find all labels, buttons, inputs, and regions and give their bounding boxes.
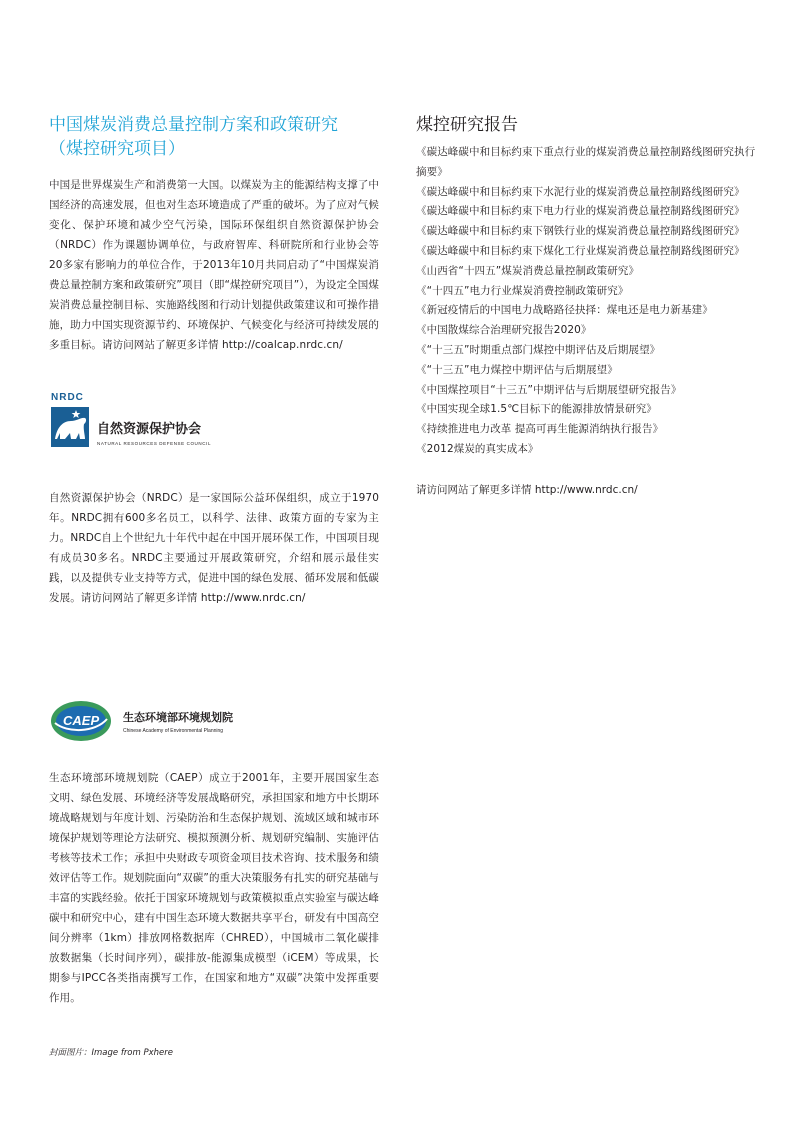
- caep-logo: [49, 697, 309, 747]
- reports-section: [416, 113, 756, 510]
- nrdc-name-en: NATURAL RESOURCES DEFENSE COUNCIL: [97, 441, 212, 446]
- report-item: 《持续推进电力改革 提高可再生能源消纳执行报告》: [416, 423, 664, 436]
- reports-visit-link: 请访问网站了解更多详情 http://www.nrdc.cn/: [416, 483, 638, 496]
- cover-caption: 封面图片：Image from Pxhere: [49, 1048, 173, 1058]
- program-intro: 中国是世界煤炭生产和消费第一大国。以煤炭为主的能源结构支撑了中国经济的高速发展，但也对生态环境造成了严重的破坏。为了应对气候变化、保护环境和减少空气污染，国际环保组织自然资源保护协会（NRDC）作为课题协调单位，与政府智库、科研院所和行业协会等20多家有影响力的单位合作，于2013年10月共同启动了“中国煤炭消费总量控制方案和政策研究”项目（即“煤控研究项目”），为设定全国煤炭消费总量控制目标、实施路线图和行动计划提供政策建议和可操作措施，助力中国实现资源节约、环境保护、气候变化与经济可持续发展的多重目标。请访问网站了解更多详情 http://coalcap.nrdc.cn/: [49, 179, 379, 351]
- caep-name-cn: 生态环境部环境规划院: [123, 711, 233, 724]
- report-item: 《2012煤炭的真实成本》: [416, 442, 539, 455]
- nrdc-bear-icon: [49, 387, 289, 457]
- report-item: 《中国煤控项目“十三五”中期评估与后期展望研究报告》: [416, 383, 682, 396]
- nrdc-name-cn: 自然资源保护协会: [97, 422, 202, 437]
- program-section: [49, 113, 379, 355]
- report-item: 《新冠疫情后的中国电力战略路径抉择：煤电还是电力新基建》: [416, 304, 713, 317]
- report-item: 《中国实现全球1.5℃目标下的能源排放情景研究》: [416, 403, 657, 416]
- nrdc-logo: [49, 387, 289, 457]
- report-item: 《中国散煤综合治理研究报告2020》: [416, 324, 592, 337]
- report-item: 《碳达峰碳中和目标约束下重点行业的煤炭消费总量控制路线图研究执行摘要》: [416, 146, 756, 178]
- program-title-line2: （煤控研究项目）: [49, 139, 185, 159]
- program-title: [49, 113, 379, 161]
- report-item: 《山西省“十四五”煤炭消费总量控制政策研究》: [416, 264, 640, 277]
- caep-abbr: CAEP: [63, 713, 100, 728]
- caep-name-en: Chinese Academy of Environmental Planning: [123, 728, 224, 734]
- caep-description: 生态环境部环境规划院（CAEP）成立于2001年，主要开展国家生态文明、绿色发展、环境经济等发展战略研究，承担国家和地方中长期环境战略规划与年度计划、污染防治和生态保护规划、流域区域和城市环境保护规划等理论方法研究、模拟预测分析、规划研究编制、实施评估考核等技术工作；承担中央财政专项资金项目技术咨询、技术服务和绩效评估等工作。规划院面向“双碳”的重大决策服务有扎实的研究基础与丰富的实践经验。依托于国家环境规划与政策模拟重点实验室与碳达峰碳中和研究中心，建有中国生态环境大数据共享平台，研发有中国高空间分辨率（1km）排放网格数据库（CHRED），中国城市二氧化碳排放数据集（长时间序列），碳排放-能源集成模型（iCEM）等成果，长期参与IPCC各类指南撰写工作，在国家和地方“双碳”决策中发挥重要作用。: [49, 772, 379, 1004]
- nrdc-description: 自然资源保护协会（NRDC）是一家国际公益环保组织，成立于1970年。NRDC拥有600多名员工，以科学、法律、政策方面的专家为主力。NRDC自上个世纪九十年代中起在中国开展环保工作，中国项目现有成员30多名。NRDC主要通过开展政策研究，介绍和展示最佳实践，以及提供专业支持等方式，促进中国的绿色发展、循环发展和低碳发展。请访问网站了解更多详情 http://www.nrdc.cn/: [49, 492, 379, 604]
- report-item: 《碳达峰碳中和目标约束下电力行业的煤炭消费总量控制路线图研究》: [416, 205, 745, 218]
- report-item: 《碳达峰碳中和目标约束下煤化工行业煤炭消费总量控制路线图研究》: [416, 244, 745, 257]
- report-item: 《碳达峰碳中和目标约束下水泥行业的煤炭消费总量控制路线图研究》: [416, 185, 745, 198]
- report-item: 《碳达峰碳中和目标约束下钢铁行业的煤炭消费总量控制路线图研究》: [416, 225, 745, 238]
- program-title-line1: 中国煤炭消费总量控制方案和政策研究: [49, 115, 338, 135]
- reports-title: 煤控研究报告: [416, 115, 518, 135]
- caep-globe-icon: [49, 697, 309, 747]
- report-item: 《“十四五”电力行业煤炭消费控制政策研究》: [416, 284, 629, 297]
- nrdc-abbr: NRDC: [51, 392, 84, 403]
- report-item: 《“十三五”时期重点部门煤控中期评估及后期展望》: [416, 343, 661, 356]
- report-item: 《“十三五”电力煤控中期评估与后期展望》: [416, 363, 618, 376]
- reports-list: [416, 143, 756, 460]
